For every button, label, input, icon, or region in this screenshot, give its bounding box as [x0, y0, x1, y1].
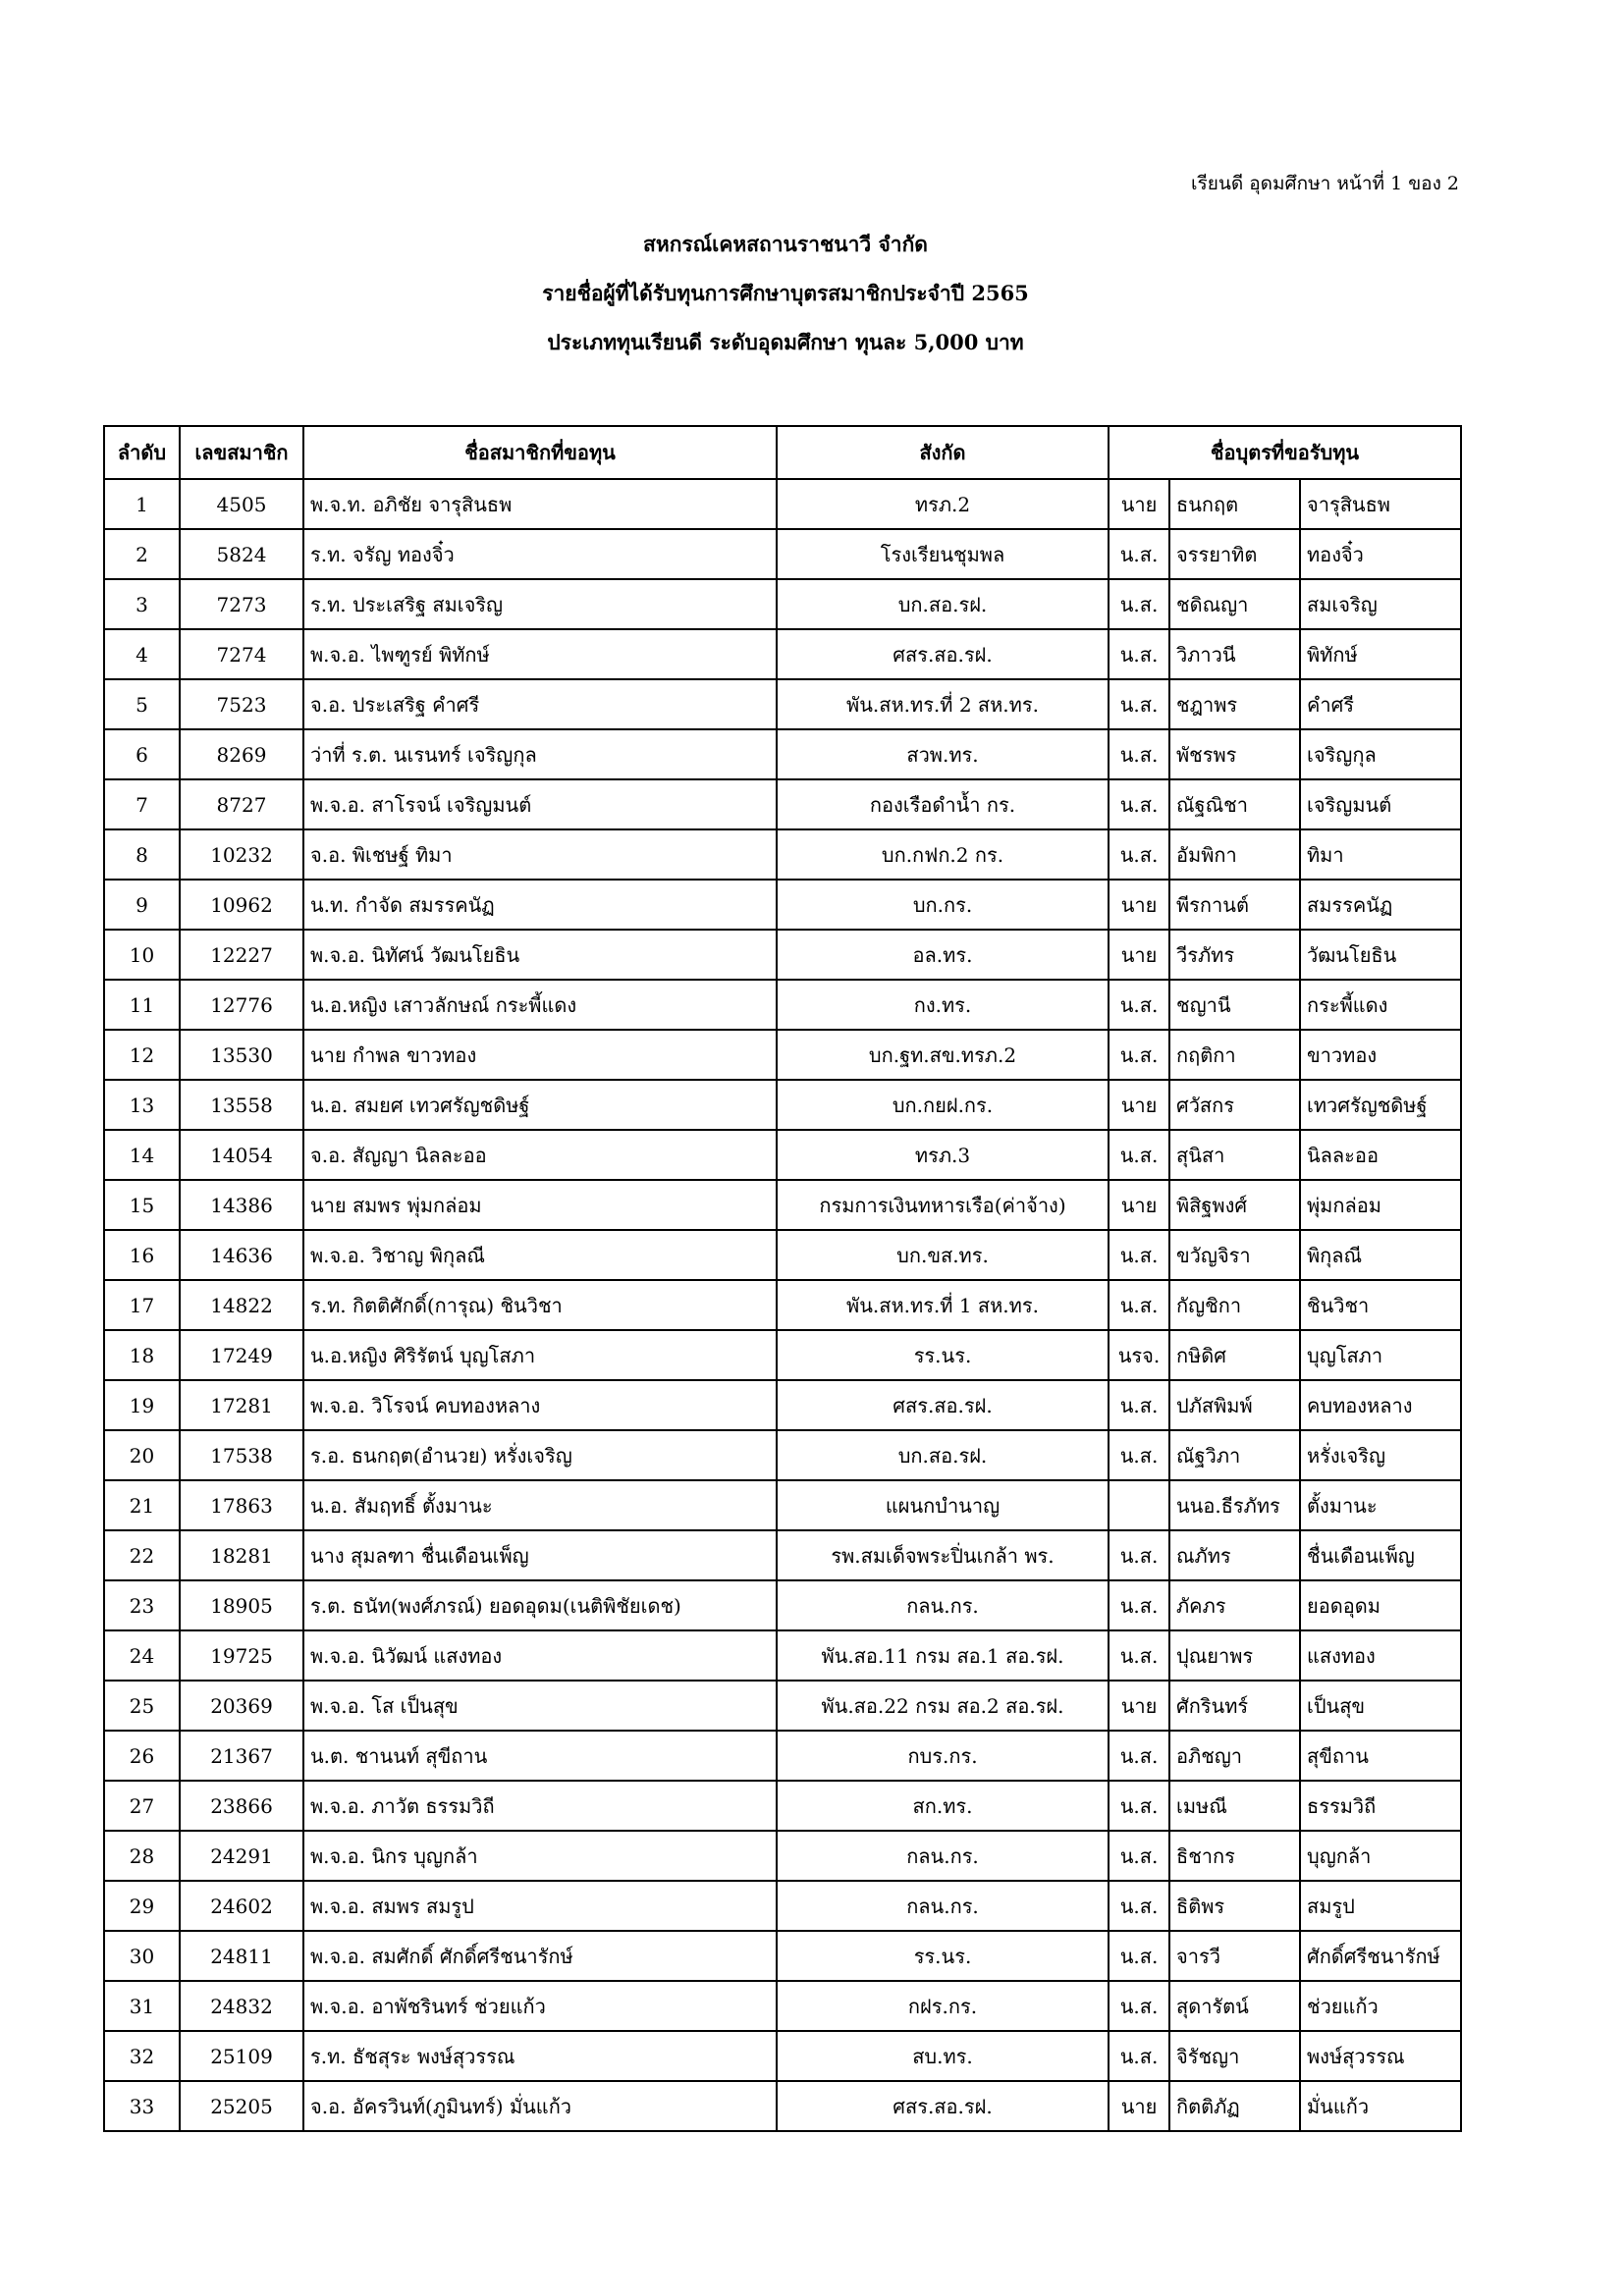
cell-member-id: 7523 — [180, 679, 303, 729]
cell-member-id: 14386 — [180, 1180, 303, 1230]
cell-no: 20 — [104, 1430, 180, 1480]
cell-child-first-name: อัมพิกา — [1169, 829, 1300, 880]
cell-member-name: น.ท. กำจัด สมรรคนัฏ — [303, 880, 777, 930]
cell-child-title: น.ส. — [1109, 1030, 1169, 1080]
cell-child-last-name: ชินวิชา — [1300, 1280, 1461, 1330]
cell-child-first-name: พัชรพร — [1169, 729, 1300, 779]
cell-child-first-name: กิตติภัฏ — [1169, 2081, 1300, 2131]
cell-member-id: 10962 — [180, 880, 303, 930]
table-row — [104, 1230, 1461, 1280]
cell-no: 7 — [104, 779, 180, 829]
cell-unit: รร.นร. — [777, 1931, 1109, 1981]
cell-member-id: 12227 — [180, 930, 303, 980]
cell-member-id: 25109 — [180, 2031, 303, 2081]
cell-no: 6 — [104, 729, 180, 779]
cell-no: 31 — [104, 1981, 180, 2031]
cell-child-title: น.ส. — [1109, 629, 1169, 679]
cell-member-name: น.ต. ชานนท์ สุขีถาน — [303, 1731, 777, 1781]
cell-unit: ศสร.สอ.รฝ. — [777, 1380, 1109, 1430]
cell-child-first-name: ชญานี — [1169, 980, 1300, 1030]
cell-child-first-name: ณภัทร — [1169, 1530, 1300, 1580]
cell-member-name: นาง สุมลฑา ชื่นเดือนเพ็ญ — [303, 1530, 777, 1580]
cell-child-last-name: ทองจิ๋ว — [1300, 529, 1461, 579]
cell-unit: รพ.สมเด็จพระปิ่นเกล้า พร. — [777, 1530, 1109, 1580]
cell-child-first-name: ศักรินทร์ — [1169, 1681, 1300, 1731]
cell-member-name: ร.ท. ประเสริฐ สมเจริญ — [303, 579, 777, 629]
table-row — [104, 729, 1461, 779]
cell-child-first-name: ณัฐณิชา — [1169, 779, 1300, 829]
cell-unit: กลน.กร. — [777, 1881, 1109, 1931]
cell-no: 14 — [104, 1130, 180, 1180]
cell-member-name: จ.อ. พิเชษฐ์ ทิมา — [303, 829, 777, 880]
cell-member-name: พ.จ.อ. สมพร สมรูป — [303, 1881, 777, 1931]
cell-child-last-name: พิกุลณี — [1300, 1230, 1461, 1280]
cell-member-name: จ.อ. ประเสริฐ คำศรี — [303, 679, 777, 729]
cell-child-last-name: บุญโสภา — [1300, 1330, 1461, 1380]
cell-child-title: นาย — [1109, 930, 1169, 980]
cell-unit: พัน.สอ.11 กรม สอ.1 สอ.รฝ. — [777, 1630, 1109, 1681]
cell-no: 33 — [104, 2081, 180, 2131]
cell-child-first-name: จรรยาทิต — [1169, 529, 1300, 579]
cell-child-title: นาย — [1109, 880, 1169, 930]
table-row — [104, 1080, 1461, 1130]
table-row — [104, 1280, 1461, 1330]
cell-member-name: ร.ท. จรัญ ทองจิ๋ว — [303, 529, 777, 579]
cell-member-name: ว่าที่ ร.ต. นเรนทร์ เจริญกุล — [303, 729, 777, 779]
cell-child-title: น.ส. — [1109, 1280, 1169, 1330]
cell-member-id: 25205 — [180, 2081, 303, 2131]
cell-child-title: นาย — [1109, 1080, 1169, 1130]
cell-member-id: 24291 — [180, 1831, 303, 1881]
cell-child-title: น.ส. — [1109, 1881, 1169, 1931]
cell-child-last-name: ยอดอุดม — [1300, 1580, 1461, 1630]
cell-no: 29 — [104, 1881, 180, 1931]
cell-child-last-name: ตั้งมานะ — [1300, 1480, 1461, 1530]
cell-child-last-name: เจริญกุล — [1300, 729, 1461, 779]
table-row — [104, 2081, 1461, 2131]
cell-member-id: 7273 — [180, 579, 303, 629]
cell-unit: พัน.สอ.22 กรม สอ.2 สอ.รฝ. — [777, 1681, 1109, 1731]
cell-child-title: น.ส. — [1109, 1831, 1169, 1881]
cell-child-last-name: หรั่งเจริญ — [1300, 1430, 1461, 1480]
cell-child-first-name: ธิชากร — [1169, 1831, 1300, 1881]
cell-child-first-name: เมษณี — [1169, 1781, 1300, 1831]
cell-member-id: 18905 — [180, 1580, 303, 1630]
cell-child-title: น.ส. — [1109, 980, 1169, 1030]
table-row — [104, 1480, 1461, 1530]
cell-child-first-name: ขวัญจิรา — [1169, 1230, 1300, 1280]
cell-member-id: 17538 — [180, 1430, 303, 1480]
cell-member-id: 24602 — [180, 1881, 303, 1931]
cell-member-name: ร.อ. ธนกฤต(อำนวย) หรั่งเจริญ — [303, 1430, 777, 1480]
cell-member-name: พ.จ.ท. อภิชัย จารุสินธพ — [303, 479, 777, 529]
cell-unit: รร.นร. — [777, 1330, 1109, 1380]
header-member-id: เลขสมาชิก — [180, 426, 303, 479]
cell-member-name: จ.อ. อัครวินท์(ภูมินทร์) มั่นแก้ว — [303, 2081, 777, 2131]
table-body — [104, 479, 1461, 2131]
cell-member-name: ร.ท. กิตติศักดิ์(การุณ) ชินวิชา — [303, 1280, 777, 1330]
cell-member-id: 8727 — [180, 779, 303, 829]
cell-member-name: พ.จ.อ. นิทัศน์ วัฒนโยธิน — [303, 930, 777, 980]
cell-no: 24 — [104, 1630, 180, 1681]
cell-no: 17 — [104, 1280, 180, 1330]
table-row — [104, 1530, 1461, 1580]
cell-no: 21 — [104, 1480, 180, 1530]
cell-child-first-name: ธิติพร — [1169, 1881, 1300, 1931]
cell-unit: โรงเรียนชุมพล — [777, 529, 1109, 579]
cell-child-last-name: คำศรี — [1300, 679, 1461, 729]
cell-member-id: 14822 — [180, 1280, 303, 1330]
cell-member-id: 24832 — [180, 1981, 303, 2031]
cell-no: 32 — [104, 2031, 180, 2081]
table-row — [104, 1130, 1461, 1180]
header-unit: สังกัด — [777, 426, 1109, 479]
cell-child-title: นาย — [1109, 1180, 1169, 1230]
cell-member-name: ร.ต. ธนัท(พงศ์ภรณ์) ยอดอุดม(เนติพิชัยเดช) — [303, 1580, 777, 1630]
cell-child-last-name: สมรูป — [1300, 1881, 1461, 1931]
cell-child-last-name: พิทักษ์ — [1300, 629, 1461, 679]
cell-unit: กองเรือดำน้ำ กร. — [777, 779, 1109, 829]
cell-member-id: 20369 — [180, 1681, 303, 1731]
cell-member-id: 13530 — [180, 1030, 303, 1080]
cell-child-last-name: ขาวทอง — [1300, 1030, 1461, 1080]
cell-member-id: 13558 — [180, 1080, 303, 1130]
cell-child-last-name: เจริญมนต์ — [1300, 779, 1461, 829]
cell-child-title: น.ส. — [1109, 1230, 1169, 1280]
cell-child-last-name: จารุสินธพ — [1300, 479, 1461, 529]
cell-unit: ศสร.สอ.รฝ. — [777, 2081, 1109, 2131]
table-row — [104, 2031, 1461, 2081]
cell-member-id: 17249 — [180, 1330, 303, 1380]
table-row — [104, 1330, 1461, 1380]
cell-member-name: พ.จ.อ. ภาวัต ธรรมวิถี — [303, 1781, 777, 1831]
cell-no: 27 — [104, 1781, 180, 1831]
cell-child-last-name: มั่นแก้ว — [1300, 2081, 1461, 2131]
cell-child-first-name: ณัฐวิภา — [1169, 1430, 1300, 1480]
cell-child-first-name: กฤติกา — [1169, 1030, 1300, 1080]
cell-unit: ทรภ.2 — [777, 479, 1109, 529]
cell-child-title: น.ส. — [1109, 679, 1169, 729]
cell-child-title — [1109, 1480, 1169, 1530]
table-header-row — [104, 426, 1461, 479]
cell-child-title: น.ส. — [1109, 529, 1169, 579]
table-row — [104, 930, 1461, 980]
cell-child-last-name: วัฒนโยธิน — [1300, 930, 1461, 980]
cell-child-first-name: อภิชญา — [1169, 1731, 1300, 1781]
table-row — [104, 479, 1461, 529]
cell-no: 15 — [104, 1180, 180, 1230]
cell-unit: แผนกบำนาญ — [777, 1480, 1109, 1530]
cell-child-first-name: จิรัชญา — [1169, 2031, 1300, 2081]
cell-no: 8 — [104, 829, 180, 880]
table-row — [104, 1430, 1461, 1480]
table-row — [104, 1681, 1461, 1731]
cell-child-first-name: ศวัสกร — [1169, 1080, 1300, 1130]
cell-member-id: 8269 — [180, 729, 303, 779]
cell-child-last-name: ทิมา — [1300, 829, 1461, 880]
document-titles — [0, 220, 1571, 367]
cell-unit: กลน.กร. — [777, 1831, 1109, 1881]
cell-member-id: 17863 — [180, 1480, 303, 1530]
cell-member-name: พ.จ.อ. วิชาญ พิกุลณี — [303, 1230, 777, 1280]
cell-child-last-name: สมเจริญ — [1300, 579, 1461, 629]
cell-member-id: 5824 — [180, 529, 303, 579]
cell-unit: กฝร.กร. — [777, 1981, 1109, 2031]
cell-child-last-name: พุ่มกล่อม — [1300, 1180, 1461, 1230]
cell-member-id: 14636 — [180, 1230, 303, 1280]
table-row — [104, 579, 1461, 629]
cell-no: 1 — [104, 479, 180, 529]
cell-member-name: พ.จ.อ. วิโรจน์ คบทองหลาง — [303, 1380, 777, 1430]
cell-no: 10 — [104, 930, 180, 980]
cell-child-first-name: นนอ.ธีรภัทร — [1169, 1480, 1300, 1530]
cell-unit: บก.ฐท.สข.ทรภ.2 — [777, 1030, 1109, 1080]
cell-child-first-name: พีรกานต์ — [1169, 880, 1300, 930]
cell-child-title: น.ส. — [1109, 1981, 1169, 2031]
page-number: เรียนดี อุดมศึกษา หน้าที่ 1 ของ 2 — [1191, 173, 1459, 194]
cell-no: 16 — [104, 1230, 180, 1280]
cell-child-last-name: สมรรคนัฏ — [1300, 880, 1461, 930]
cell-no: 22 — [104, 1530, 180, 1580]
table-row — [104, 1630, 1461, 1681]
cell-no: 13 — [104, 1080, 180, 1130]
cell-member-name: น.อ.หญิง ศิริรัตน์ บุญโสภา — [303, 1330, 777, 1380]
cell-unit: พัน.สห.ทร.ที่ 2 สห.ทร. — [777, 679, 1109, 729]
cell-no: 5 — [104, 679, 180, 729]
cell-child-first-name: กษิดิศ — [1169, 1330, 1300, 1380]
cell-member-id: 14054 — [180, 1130, 303, 1180]
cell-child-title: น.ส. — [1109, 1580, 1169, 1630]
cell-member-id: 23866 — [180, 1781, 303, 1831]
cell-child-first-name: พิสิฐพงศ์ — [1169, 1180, 1300, 1230]
organization-title: สหกรณ์เคหสถานราชนาวี จำกัด — [643, 232, 928, 256]
cell-child-last-name: แสงทอง — [1300, 1630, 1461, 1681]
cell-child-title: น.ส. — [1109, 1781, 1169, 1831]
cell-child-first-name: วิภาวนี — [1169, 629, 1300, 679]
cell-child-first-name: ชดิณญา — [1169, 579, 1300, 629]
cell-no: 26 — [104, 1731, 180, 1781]
cell-unit: บก.สอ.รฝ. — [777, 1430, 1109, 1480]
cell-member-id: 18281 — [180, 1530, 303, 1580]
cell-child-title: น.ส. — [1109, 1731, 1169, 1781]
cell-no: 4 — [104, 629, 180, 679]
cell-child-first-name: ภัคภร — [1169, 1580, 1300, 1630]
cell-unit: สก.ทร. — [777, 1781, 1109, 1831]
cell-member-name: น.อ.หญิง เสาวลักษณ์ กระพี้แดง — [303, 980, 777, 1030]
cell-child-last-name: นิลละออ — [1300, 1130, 1461, 1180]
cell-child-last-name: สุขีถาน — [1300, 1731, 1461, 1781]
table-row — [104, 1380, 1461, 1430]
cell-child-title: น.ส. — [1109, 579, 1169, 629]
cell-no: 30 — [104, 1931, 180, 1981]
cell-member-name: นาย สมพร พุ่มกล่อม — [303, 1180, 777, 1230]
cell-child-first-name: วีรภัทร — [1169, 930, 1300, 980]
cell-unit: บก.กยฝ.กร. — [777, 1080, 1109, 1130]
cell-unit: บก.กฟก.2 กร. — [777, 829, 1109, 880]
cell-member-name: น.อ. สัมฤทธิ์ ตั้งมานะ — [303, 1480, 777, 1530]
cell-child-first-name: กัญชิกา — [1169, 1280, 1300, 1330]
scholarship-table — [103, 425, 1462, 2132]
cell-child-first-name: ปภัสพิมพ์ — [1169, 1380, 1300, 1430]
cell-child-first-name: ปุณยาพร — [1169, 1630, 1300, 1681]
list-title: รายชื่อผู้ที่ได้รับทุนการศึกษาบุตรสมาชิกประจำปี 2565 — [542, 281, 1029, 305]
cell-unit: กรมการเงินทหารเรือ(ค่าจ้าง) — [777, 1180, 1109, 1230]
cell-child-first-name: สุดารัตน์ — [1169, 1981, 1300, 2031]
cell-member-id: 4505 — [180, 479, 303, 529]
cell-child-title: น.ส. — [1109, 1430, 1169, 1480]
table-row — [104, 880, 1461, 930]
cell-child-title: น.ส. — [1109, 1931, 1169, 1981]
cell-unit: บก.สอ.รฝ. — [777, 579, 1109, 629]
cell-no: 9 — [104, 880, 180, 930]
cell-unit: สวพ.ทร. — [777, 729, 1109, 779]
cell-unit: พัน.สห.ทร.ที่ 1 สห.ทร. — [777, 1280, 1109, 1330]
cell-child-last-name: บุญกล้า — [1300, 1831, 1461, 1881]
table-row — [104, 529, 1461, 579]
cell-member-name: พ.จ.อ. นิวัฒน์ แสงทอง — [303, 1630, 777, 1681]
cell-unit: ศสร.สอ.รฝ. — [777, 629, 1109, 679]
cell-child-title: น.ส. — [1109, 1380, 1169, 1430]
cell-member-name: นาย กำพล ขาวทอง — [303, 1030, 777, 1080]
cell-child-title: น.ส. — [1109, 829, 1169, 880]
cell-child-last-name: ชื่นเดือนเพ็ญ — [1300, 1530, 1461, 1580]
cell-no: 19 — [104, 1380, 180, 1430]
cell-no: 23 — [104, 1580, 180, 1630]
cell-unit: ทรภ.3 — [777, 1130, 1109, 1180]
cell-member-name: น.อ. สมยศ เทวศรัญชดิษฐ์ — [303, 1080, 777, 1130]
cell-member-id: 24811 — [180, 1931, 303, 1981]
cell-member-name: พ.จ.อ. สาโรจน์ เจริญมนต์ — [303, 779, 777, 829]
cell-child-last-name: กระพี้แดง — [1300, 980, 1461, 1030]
cell-unit: บก.ขส.ทร. — [777, 1230, 1109, 1280]
cell-unit: อล.ทร. — [777, 930, 1109, 980]
cell-member-name: พ.จ.อ. นิกร บุญกล้า — [303, 1831, 777, 1881]
cell-no: 18 — [104, 1330, 180, 1380]
table-row — [104, 629, 1461, 679]
table-row — [104, 1580, 1461, 1630]
cell-no: 11 — [104, 980, 180, 1030]
cell-member-id: 19725 — [180, 1630, 303, 1681]
table-row — [104, 1781, 1461, 1831]
scholarship-type-title: ประเภททุนเรียนดี ระดับอุดมศึกษา ทุนละ 5,000 บาท — [547, 330, 1024, 354]
cell-no: 12 — [104, 1030, 180, 1080]
cell-child-title: นรจ. — [1109, 1330, 1169, 1380]
cell-no: 25 — [104, 1681, 180, 1731]
cell-member-name: พ.จ.อ. อาพัชรินทร์ ช่วยแก้ว — [303, 1981, 777, 2031]
cell-no: 28 — [104, 1831, 180, 1881]
cell-child-last-name: ธรรมวิถี — [1300, 1781, 1461, 1831]
cell-child-first-name: ชฎาพร — [1169, 679, 1300, 729]
table-row — [104, 1981, 1461, 2031]
cell-child-first-name: จารวี — [1169, 1931, 1300, 1981]
cell-child-title: น.ส. — [1109, 1130, 1169, 1180]
cell-child-title: นาย — [1109, 1681, 1169, 1731]
cell-child-last-name: ช่วยแก้ว — [1300, 1981, 1461, 2031]
header-member-name: ชื่อสมาชิกที่ขอทุน — [303, 426, 777, 479]
table-row — [104, 1030, 1461, 1080]
cell-child-last-name: คบทองหลาง — [1300, 1380, 1461, 1430]
cell-member-name: พ.จ.อ. โส เป็นสุข — [303, 1681, 777, 1731]
cell-child-title: น.ส. — [1109, 2031, 1169, 2081]
cell-member-name: จ.อ. สัญญา นิลละออ — [303, 1130, 777, 1180]
cell-member-id: 21367 — [180, 1731, 303, 1781]
cell-member-id: 17281 — [180, 1380, 303, 1430]
cell-no: 2 — [104, 529, 180, 579]
cell-child-title: น.ส. — [1109, 729, 1169, 779]
cell-child-title: นาย — [1109, 479, 1169, 529]
table-row — [104, 829, 1461, 880]
cell-member-id: 10232 — [180, 829, 303, 880]
cell-child-last-name: ศักดิ์ศรีชนารักษ์ — [1300, 1931, 1461, 1981]
table-row — [104, 779, 1461, 829]
cell-unit: กง.ทร. — [777, 980, 1109, 1030]
cell-child-first-name: ธนกฤต — [1169, 479, 1300, 529]
table-row — [104, 1731, 1461, 1781]
table-row — [104, 1831, 1461, 1881]
cell-unit: สบ.ทร. — [777, 2031, 1109, 2081]
cell-child-title: น.ส. — [1109, 1530, 1169, 1580]
table-row — [104, 1180, 1461, 1230]
cell-member-name: ร.ท. ธัชสุระ พงษ์สุวรรณ — [303, 2031, 777, 2081]
cell-child-title: น.ส. — [1109, 1630, 1169, 1681]
cell-child-title: น.ส. — [1109, 779, 1169, 829]
cell-member-name: พ.จ.อ. ไพฑูรย์ พิทักษ์ — [303, 629, 777, 679]
cell-unit: กลน.กร. — [777, 1580, 1109, 1630]
cell-unit: กบร.กร. — [777, 1731, 1109, 1781]
cell-member-name: พ.จ.อ. สมศักดิ์ ศักดิ์ศรีชนารักษ์ — [303, 1931, 777, 1981]
cell-child-first-name: สุนิสา — [1169, 1130, 1300, 1180]
table-row — [104, 679, 1461, 729]
cell-member-id: 7274 — [180, 629, 303, 679]
header-no: ลำดับ — [104, 426, 180, 479]
cell-no: 3 — [104, 579, 180, 629]
header-child-name: ชื่อบุตรที่ขอรับทุน — [1109, 426, 1461, 479]
cell-member-id: 12776 — [180, 980, 303, 1030]
cell-child-last-name: พงษ์สุวรรณ — [1300, 2031, 1461, 2081]
cell-child-last-name: เทวศรัญชดิษฐ์ — [1300, 1080, 1461, 1130]
table-row — [104, 1881, 1461, 1931]
table-row — [104, 1931, 1461, 1981]
table-row — [104, 980, 1461, 1030]
cell-unit: บก.กร. — [777, 880, 1109, 930]
cell-child-last-name: เป็นสุข — [1300, 1681, 1461, 1731]
cell-child-title: นาย — [1109, 2081, 1169, 2131]
